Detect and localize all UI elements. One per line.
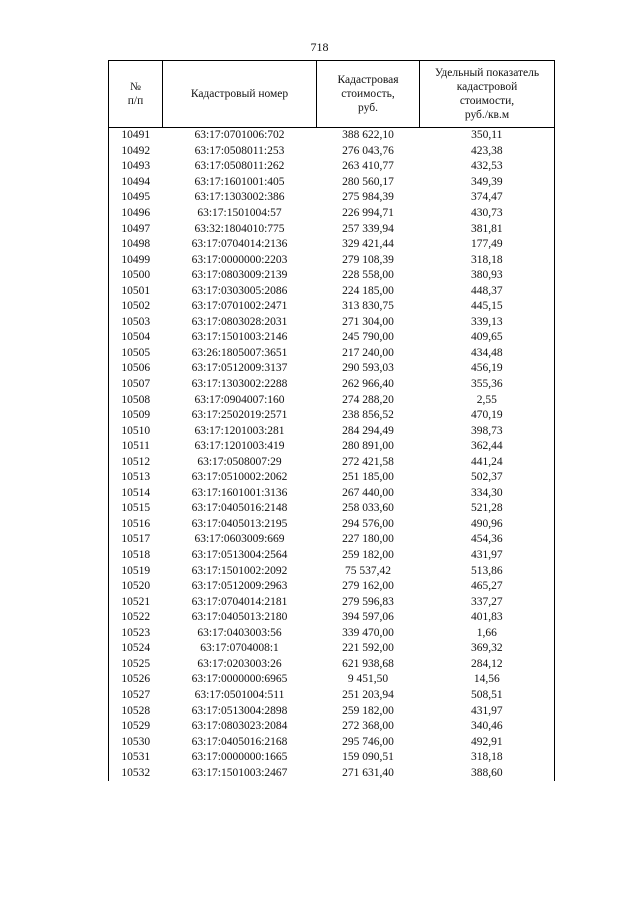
cadastral-value-cell: 394 597,06 [342, 611, 394, 624]
cadastral-number-cell: 63:17:0403003:56 [197, 626, 282, 639]
cadastral-number-cell: 63:17:0803009:2139 [191, 269, 288, 282]
cadastral-table [108, 60, 555, 781]
cadastral-value-cell: 329 421,44 [342, 238, 394, 251]
specific-value-cell: 465,27 [420, 579, 555, 595]
cadastral-value-cell: 75 537,42 [345, 564, 391, 577]
cadastral-value-cell: 272 368,00 [342, 720, 394, 733]
table-row [109, 486, 555, 502]
cadastral-value-cell: 221 592,00 [342, 642, 394, 655]
cadastral-number-cell: 63:17:1501003:2467 [191, 766, 288, 779]
cadastral-value-cell: 259 182,00 [342, 704, 394, 717]
cadastral-number-cell: 63:17:2502019:2571 [191, 409, 288, 422]
specific-value-cell: 470,19 [420, 408, 555, 424]
table-row [109, 128, 555, 144]
specific-value-cell: 318,18 [420, 750, 555, 766]
specific-value-cell: 349,39 [420, 175, 555, 191]
row-number-cell: 10512 [109, 454, 163, 470]
cadastral-number-cell: 63:17:0512009:3137 [191, 362, 288, 375]
cadastral-value-cell: 280 560,17 [342, 175, 394, 188]
row-number-cell: 10524 [109, 641, 163, 657]
table-row [109, 144, 555, 160]
specific-value-cell: 492,91 [420, 734, 555, 750]
cadastral-number-cell: 63:17:1501002:2092 [191, 564, 288, 577]
row-number-cell: 10517 [109, 532, 163, 548]
specific-value-cell: 380,93 [420, 268, 555, 284]
cadastral-number-cell: 63:17:0405013:2195 [191, 517, 288, 530]
row-number-cell: 10528 [109, 703, 163, 719]
table-row [109, 610, 555, 626]
cadastral-number-cell: 63:17:0508011:262 [194, 160, 285, 173]
cadastral-value-cell: 279 108,39 [342, 253, 394, 266]
row-number-cell: 10516 [109, 517, 163, 533]
row-number-cell: 10521 [109, 594, 163, 610]
specific-value-cell: 423,38 [420, 144, 555, 160]
specific-value-cell: 409,65 [420, 330, 555, 346]
table-row [109, 688, 555, 704]
table-row [109, 439, 555, 455]
row-number-cell: 10525 [109, 657, 163, 673]
cadastral-value-cell: 259 182,00 [342, 549, 394, 562]
table-row [109, 361, 555, 377]
table-row [109, 330, 555, 346]
table-row [109, 734, 555, 750]
cadastral-number-cell: 63:17:0203003:26 [197, 657, 282, 670]
cadastral-value-cell: 217 240,00 [342, 346, 394, 359]
row-number-cell: 10514 [109, 486, 163, 502]
cadastral-value-cell: 276 043,76 [342, 144, 394, 157]
cadastral-value-cell: 251 185,00 [342, 471, 394, 484]
cadastral-number-cell: 63:17:0704014:2181 [191, 595, 288, 608]
table-row [109, 159, 555, 175]
cadastral-value-cell: 267 440,00 [342, 486, 394, 499]
table-row [109, 206, 555, 222]
table-row [109, 579, 555, 595]
cadastral-number-cell: 63:17:0501004:511 [194, 688, 285, 701]
cadastral-number-cell: 63:17:1501004:57 [197, 207, 282, 219]
cadastral-value-cell: 284 294,49 [342, 424, 394, 437]
row-number-cell: 10526 [109, 672, 163, 688]
specific-value-cell: 434,48 [420, 346, 555, 362]
page-number: 718 [310, 40, 329, 54]
row-number-cell: 10497 [109, 221, 163, 237]
specific-value-cell: 177,49 [420, 237, 555, 253]
cadastral-number-cell: 63:17:0405016:2168 [191, 735, 288, 748]
cadastral-number-cell: 63:17:0508011:253 [194, 144, 285, 157]
cadastral-number-cell: 63:17:0512009:2963 [191, 580, 288, 593]
cadastral-number-cell: 63:17:0405013:2180 [191, 611, 288, 624]
row-number-cell: 10519 [109, 563, 163, 579]
specific-value-cell: 350,11 [420, 128, 555, 144]
row-number-cell: 10522 [109, 610, 163, 626]
specific-value-cell: 398,73 [420, 423, 555, 439]
table-row [109, 268, 555, 284]
specific-value-cell: 337,27 [420, 594, 555, 610]
cadastral-number-cell: 63:17:0000000:2203 [191, 253, 288, 266]
cadastral-value-cell: 280 891,00 [342, 440, 394, 453]
specific-value-cell: 401,83 [420, 610, 555, 626]
specific-value-cell: 362,44 [420, 439, 555, 455]
cadastral-value-cell: 224 185,00 [342, 284, 394, 297]
cadastral-value-cell: 274 288,20 [342, 393, 394, 406]
table-row [109, 315, 555, 331]
header-cadastral-value: Кадастровая стоимость, руб. [317, 61, 420, 128]
specific-value-cell: 513,86 [420, 563, 555, 579]
row-number-cell: 10494 [109, 175, 163, 191]
cadastral-value-cell: 290 593,03 [342, 362, 394, 375]
specific-value-cell: 334,30 [420, 486, 555, 502]
specific-value-cell: 430,73 [420, 206, 555, 222]
row-number-cell: 10530 [109, 734, 163, 750]
row-number-cell: 10500 [109, 268, 163, 284]
cadastral-number-cell: 63:17:0704014:2136 [191, 238, 288, 251]
row-number-cell: 10492 [109, 144, 163, 160]
specific-value-cell: 441,24 [420, 454, 555, 470]
cadastral-number-cell: 63:17:1601001:3136 [191, 486, 288, 499]
header-specific-value: Удельный показатель кадастровой стоимости, руб./кв.м [420, 61, 555, 128]
cadastral-value-cell: 271 631,40 [342, 766, 394, 779]
cadastral-value-cell: 257 339,94 [342, 222, 394, 235]
cadastral-number-cell: 63:17:0704008:1 [200, 642, 279, 655]
specific-value-cell: 432,53 [420, 159, 555, 175]
table-row [109, 641, 555, 657]
row-number-cell: 10513 [109, 470, 163, 486]
specific-value-cell: 454,36 [420, 532, 555, 548]
table-row [109, 501, 555, 517]
cadastral-number-cell: 63:17:1303002:2288 [191, 378, 288, 391]
specific-value-cell: 521,28 [420, 501, 555, 517]
table-row [109, 703, 555, 719]
row-number-cell: 10502 [109, 299, 163, 315]
header-row-number: № п/п [109, 61, 163, 128]
table-row [109, 563, 555, 579]
row-number-cell: 10496 [109, 206, 163, 222]
cadastral-number-cell: 63:17:1303002:386 [194, 191, 285, 204]
row-number-cell: 10518 [109, 548, 163, 564]
row-number-cell: 10503 [109, 315, 163, 331]
specific-value-cell: 340,46 [420, 719, 555, 735]
cadastral-value-cell: 228 558,00 [342, 269, 394, 282]
cadastral-number-cell: 63:26:1805007:3651 [191, 346, 288, 359]
cadastral-value-cell: 295 746,00 [342, 735, 394, 748]
cadastral-value-cell: 227 180,00 [342, 533, 394, 546]
table-row [109, 594, 555, 610]
cadastral-value-cell: 313 830,75 [342, 300, 394, 313]
cadastral-number-cell: 63:17:0701002:2471 [191, 300, 288, 313]
cadastral-number-cell: 63:17:0513004:2898 [191, 704, 288, 717]
specific-value-cell: 448,37 [420, 283, 555, 299]
header-row [109, 61, 555, 128]
specific-value-cell: 445,15 [420, 299, 555, 315]
specific-value-cell: 381,81 [420, 221, 555, 237]
cadastral-value-cell: 159 090,51 [342, 751, 394, 764]
table-row [109, 392, 555, 408]
table-row [109, 626, 555, 642]
row-number-cell: 10511 [109, 439, 163, 455]
cadastral-value-cell: 9 451,50 [347, 673, 389, 686]
table-row [109, 517, 555, 533]
cadastral-value-cell: 294 576,00 [342, 517, 394, 530]
specific-value-cell: 508,51 [420, 688, 555, 704]
cadastral-value-cell: 245 790,00 [342, 331, 394, 344]
cadastral-value-cell: 272 421,58 [342, 455, 394, 468]
cadastral-number-cell: 63:17:0904007:160 [194, 393, 285, 406]
table-row [109, 454, 555, 470]
cadastral-number-cell: 63:17:1501003:2146 [191, 331, 288, 344]
specific-value-cell: 431,97 [420, 548, 555, 564]
cadastral-value-cell: 251 203,94 [342, 688, 394, 701]
specific-value-cell: 369,32 [420, 641, 555, 657]
table-row [109, 175, 555, 191]
row-number-cell: 10501 [109, 283, 163, 299]
cadastral-value-cell: 279 596,83 [342, 595, 394, 608]
cadastral-value-cell: 279 162,00 [342, 580, 394, 593]
row-number-cell: 10499 [109, 252, 163, 268]
row-number-cell: 10493 [109, 159, 163, 175]
row-number-cell: 10532 [109, 765, 163, 781]
table-row [109, 346, 555, 362]
row-number-cell: 10507 [109, 377, 163, 393]
specific-value-cell: 284,12 [420, 657, 555, 673]
table-row [109, 719, 555, 735]
specific-value-cell: 2,55 [420, 392, 555, 408]
row-number-cell: 10495 [109, 190, 163, 206]
specific-value-cell: 374,47 [420, 190, 555, 206]
cadastral-number-cell: 63:17:0510002:2062 [191, 471, 288, 484]
row-number-cell: 10505 [109, 346, 163, 362]
table-row [109, 548, 555, 564]
specific-value-cell: 355,36 [420, 377, 555, 393]
specific-value-cell: 502,37 [420, 470, 555, 486]
table-row [109, 672, 555, 688]
cadastral-value-cell: 262 966,40 [342, 378, 394, 391]
row-number-cell: 10510 [109, 423, 163, 439]
row-number-cell: 10531 [109, 750, 163, 766]
row-number-cell: 10504 [109, 330, 163, 346]
table-body [109, 128, 555, 781]
table-row [109, 283, 555, 299]
specific-value-cell: 318,18 [420, 252, 555, 268]
cadastral-number-cell: 63:17:0701006:702 [194, 129, 285, 142]
cadastral-value-cell: 263 410,77 [342, 160, 394, 173]
cadastral-number-cell: 63:17:1201003:419 [194, 440, 285, 453]
row-number-cell: 10520 [109, 579, 163, 595]
specific-value-cell: 14,56 [420, 672, 555, 688]
cadastral-number-cell: 63:17:0603009:669 [194, 533, 285, 546]
row-number-cell: 10527 [109, 688, 163, 704]
table-row [109, 190, 555, 206]
cadastral-number-cell: 63:17:0000000:1665 [191, 751, 288, 764]
cadastral-number-cell: 63:17:0000000:6965 [191, 673, 288, 686]
cadastral-value-cell: 258 033,60 [342, 502, 394, 515]
cadastral-number-cell: 63:32:1804010:775 [194, 222, 285, 235]
row-number-cell: 10523 [109, 626, 163, 642]
table-row [109, 299, 555, 315]
table-row [109, 252, 555, 268]
table-row [109, 750, 555, 766]
table-row [109, 423, 555, 439]
row-number-cell: 10515 [109, 501, 163, 517]
cadastral-value-cell: 339 470,00 [342, 626, 394, 639]
cadastral-number-cell: 63:17:0513004:2564 [191, 549, 288, 562]
specific-value-cell: 388,60 [420, 765, 555, 781]
row-number-cell: 10498 [109, 237, 163, 253]
cadastral-value-cell: 621 938,68 [342, 657, 394, 670]
cadastral-number-cell: 63:17:1201003:281 [194, 424, 285, 437]
cadastral-number-cell: 63:17:0303005:2086 [191, 284, 288, 297]
specific-value-cell: 456,19 [420, 361, 555, 377]
cadastral-number-cell: 63:17:0508007:29 [197, 455, 282, 468]
cadastral-number-cell: 63:17:0803028:2031 [191, 315, 288, 328]
table-row [109, 408, 555, 424]
cadastral-value-cell: 271 304,00 [342, 315, 394, 328]
cadastral-number-cell: 63:17:0803023:2084 [191, 720, 288, 733]
table-row [109, 377, 555, 393]
table-row [109, 221, 555, 237]
specific-value-cell: 431,97 [420, 703, 555, 719]
row-number-cell: 10508 [109, 392, 163, 408]
row-number-cell: 10509 [109, 408, 163, 424]
specific-value-cell: 490,96 [420, 517, 555, 533]
cadastral-value-cell: 275 984,39 [342, 191, 394, 204]
table-row [109, 532, 555, 548]
table-header [109, 61, 555, 128]
cadastral-value-cell: 226 994,71 [342, 207, 394, 219]
row-number-cell: 10529 [109, 719, 163, 735]
specific-value-cell: 1,66 [420, 626, 555, 642]
row-number-cell: 10491 [109, 128, 163, 144]
table-row [109, 657, 555, 673]
cadastral-value-cell: 388 622,10 [342, 129, 394, 142]
table-row [109, 237, 555, 253]
table-row [109, 470, 555, 486]
row-number-cell: 10506 [109, 361, 163, 377]
table-row [109, 765, 555, 781]
cadastral-number-cell: 63:17:0405016:2148 [191, 502, 288, 515]
cadastral-value-cell: 238 856,52 [342, 409, 394, 422]
cadastral-number-cell: 63:17:1601001:405 [194, 175, 285, 188]
specific-value-cell: 339,13 [420, 315, 555, 331]
header-cadastral-number: Кадастровый номер [163, 61, 317, 128]
